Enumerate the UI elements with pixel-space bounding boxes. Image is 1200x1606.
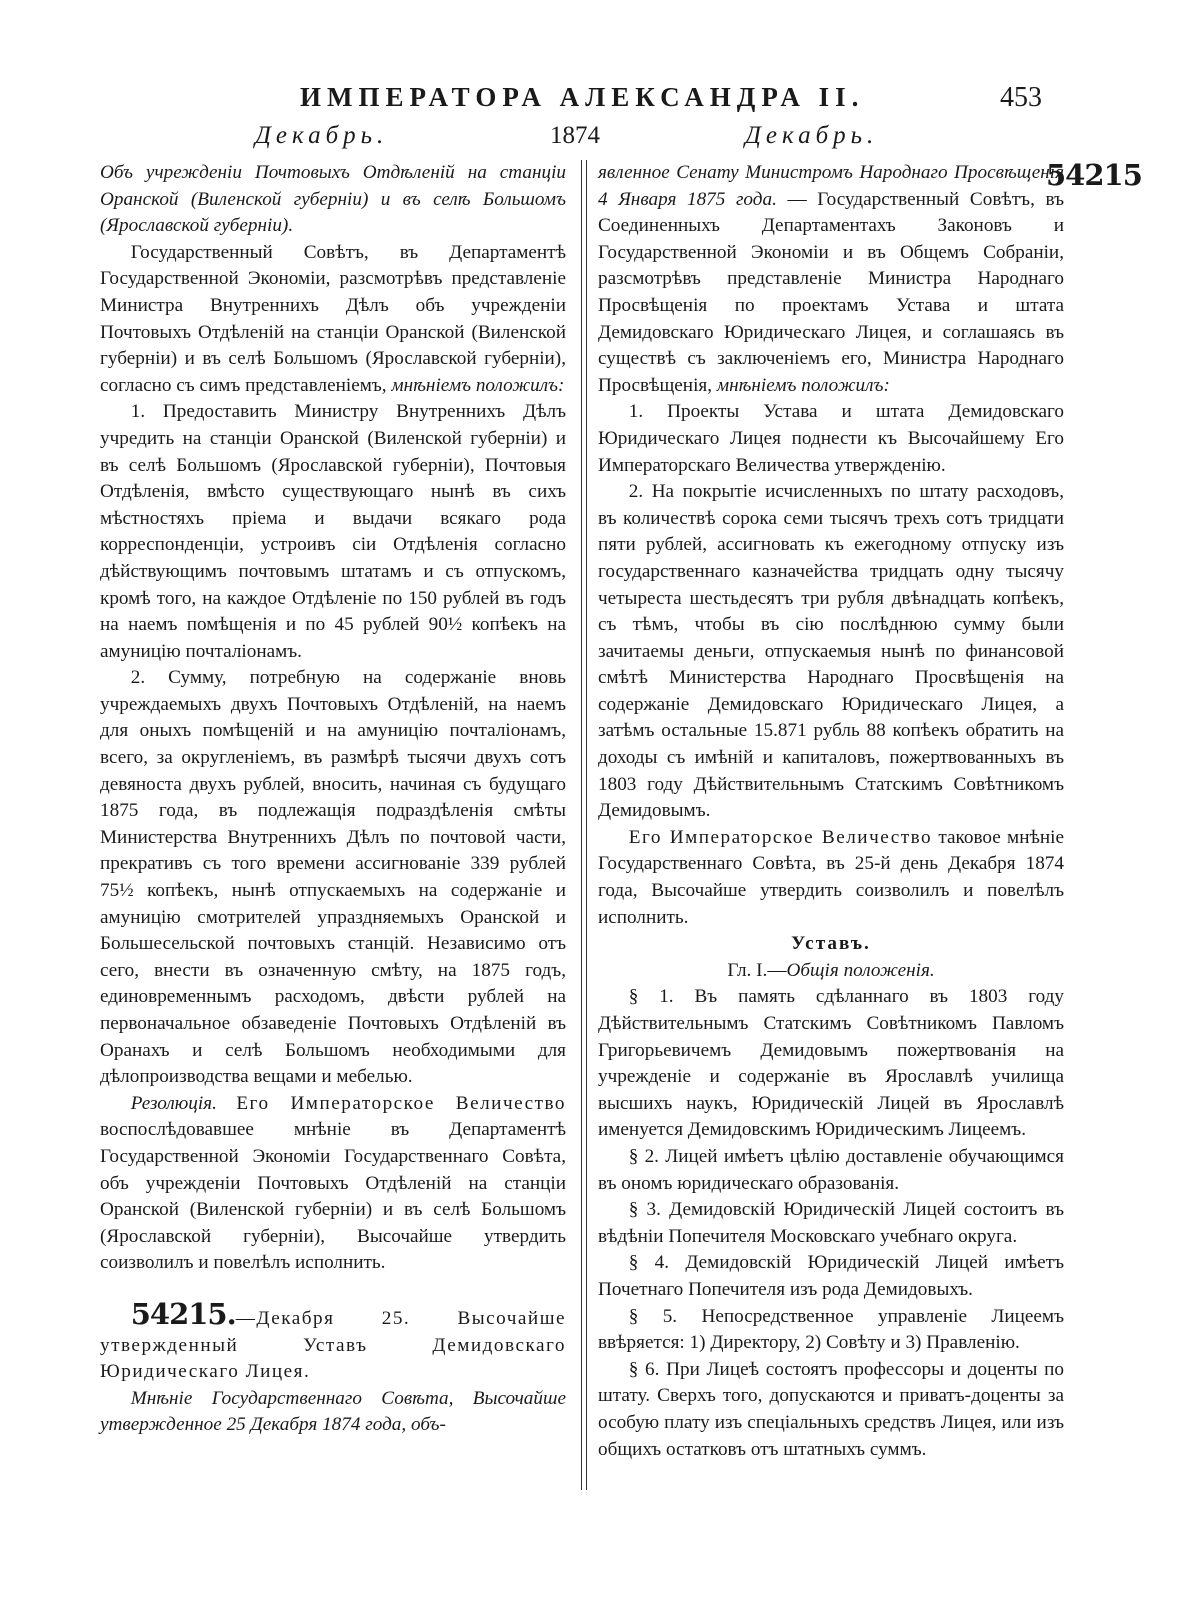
running-title: ИМПЕРАТОРА АЛЕКСАНДРА II. — [300, 82, 865, 112]
month-right: Декабрь. — [745, 122, 879, 149]
section-3: § 3. Демидовскій Юридическій Лицей состоитъ въ вѣдѣніи Попечителя Московскаго учебнаго округа. — [598, 1199, 1064, 1247]
decree-title: Объ учрежденіи Почтовыхъ Отдѣленій на станціи Оранской (Виленской губерніи) и въ селѣ Большомъ (Ярославской губерніи). — [100, 162, 566, 237]
paragraph: 2. Сумму, потребную на содержаніе вновь учреждаемыхъ двухъ Почтовыхъ Отдѣленій, на наемъ для оныхъ помѣщеній и на амуницію почталіонамъ, всего, за округленіемъ, въ размѣрѣ тысячи двухъ сотъ девяноста двухъ рублей, вносить, начиная съ будущаго 1875 года, въ подлежащія подраздѣленія смѣты Министерства Внутреннихъ Дѣлъ по почтовой части, прекративъ съ того времени ассигнованіе 339 рублей 75½ копѣекъ, нынѣ отпускаемыхъ на содержаніе и амуницію смотрителей упраздняемыхъ Оранской и Большесельской почтовыхъ станцій. Независимо отъ сего, внести въ означенную смѣту, на 1875 годъ, единовременнымъ расходомъ, двѣсти рублей на первоначальное обзаведеніе Почтовыхъ Отдѣленій въ Оранахъ и селѣ Большомъ необходимыми для дѣлопроизводства вещами и мебелью. — [100, 667, 566, 1088]
paragraph: 2. На покрытіе исчисленныхъ по штату расходовъ, въ количествѣ сорока семи тысячъ трехъ сотъ тридцати пяти рублей, ассигновать къ ежегодному отпуску изъ государственнаго казначейства тридцать одну тысячу четыреста шестьдесятъ три рубля двѣнадцать копѣекъ, съ тѣмъ, чтобы въ сію послѣднюю сумму были зачитаемы деньги, отпускаемыя нынѣ по финансовой смѣтѣ Министерства Народнаго Просвѣщенія на содержаніе Демидовскаго Юридическаго Лицея, а затѣмъ остальные 15.871 рубль 88 копѣекъ обратить на доходы съ имѣній и капиталовъ, пожертвованныхъ въ 1803 году Дѣйствительнымъ Статскимъ Совѣтникомъ Демидовымъ. — [598, 481, 1064, 822]
year: 1874 — [550, 122, 600, 149]
margin-entry-number: 54215 — [1046, 158, 1142, 192]
paragraph: 1. Проекты Устава и штата Демидовскаго Юридическаго Лицея поднести къ Высочайшему Его Императорскаго Величества утвержденію. — [598, 401, 1064, 476]
paragraph: Государственный Совѣтъ, въ Департаментѣ Государственной Экономіи, разсмотрѣвъ представленіе Министра Внутреннихъ Дѣлъ объ учрежденіи Почтовыхъ Отдѣленій на станціи Оранской (Виленской губерніи) и въ селѣ Большомъ (Ярославской губерніи), согласно съ симъ представленіемъ, мнѣніемъ положилъ: — [100, 241, 566, 396]
page-header — [0, 82, 1200, 122]
section-6: § 6. При Лицеѣ состоятъ профессоры и доценты по штату. Сверхъ того, допускаются и приватъ-доценты за особую плату изъ спеціальныхъ средствъ Лицея, или изъ общихъ остатковъ отъ штатныхъ суммъ. — [598, 1358, 1064, 1460]
section-4: § 4. Демидовскій Юридическій Лицей имѣетъ Почетнаго Попечителя изъ рода Демидовыхъ. — [598, 1252, 1064, 1300]
page-number: 453 — [1000, 82, 1042, 113]
date-line — [0, 122, 1200, 162]
paragraph: 1. Предоставить Министру Внутреннихъ Дѣлъ учредить на станціи Оранской (Виленской губерніи) и въ селѣ Большомъ (Ярославской губерніи), Почтовыя Отдѣленія, вмѣсто существующаго нынѣ въ сихъ мѣстностяхъ пріема и выдачи всякаго рода корреспонденціи, устроивъ сіи Отдѣленія согласно дѣйствующимъ почтовымъ штатамъ и съ отпускомъ, кромѣ того, на каждое Отдѣленіе по 150 рублей въ годъ на наемъ помѣщенія и по 45 рублей 90½ копѣекъ на амуницію почталіонамъ. — [100, 401, 566, 662]
statute-heading: Уставъ. — [791, 933, 871, 955]
resolution-paragraph: Резолюція. Его Императорское Величество воспослѣдовавшее мнѣніе въ Департаментѣ Государственной Экономіи Государственнаго Совѣта, объ учрежденіи Почтовыхъ Отдѣленій на станціи Оранской (Виленской губерніи) и въ селѣ Большомъ (Ярославской губерніи), Высочайше утвердить соизволилъ и повелѣлъ исполнить. — [100, 1092, 567, 1274]
entry-number: 54215. — [130, 1296, 236, 1331]
entry-heading: 54215.—Декабря 25. Высочайше утвержденный Уставъ Демидовскаго Юридическаго Лицея. — [100, 1296, 566, 1383]
chapter-heading: Гл. I.—Общія положенія. — [727, 959, 935, 981]
paragraph: явленное Сенату Министромъ Народнаго Просвѣщенія 4 Января 1875 года. — Государственный Совѣтъ, въ Соединенныхъ Департаментахъ Законовъ и Государственной Экономіи и въ Общемъ Собраніи, разсмотрѣвъ представленіе Министра Народнаго Просвѣщенія по проектамъ Устава и штата Демидовскаго Юридическаго Лицея, и соглашаясь въ существѣ съ заключеніемъ его, Министра Народнаго Просвѣщенія, мнѣніемъ положилъ: — [598, 162, 1065, 396]
paragraph: Мнѣніе Государственнаго Совѣта, Высочайше утвержденное 25 Декабря 1874 года, объ- — [100, 1387, 566, 1436]
month-left: Декабрь. — [255, 122, 389, 149]
section-1: § 1. Въ память сдѣланнаго въ 1803 году Дѣйствительнымъ Статскимъ Совѣтникомъ Павломъ Григорьевичемъ Демидовымъ пожертвованія на учрежденіе и содержаніе въ Ярославлѣ училища высшихъ наукъ, Юридическій Лицей въ Ярославлѣ именуется Демидовскимъ Юридическимъ Лицеемъ. — [598, 986, 1064, 1141]
left-column — [100, 160, 566, 1439]
paragraph: Его Императорское Величество таковое мнѣніе Государственнаго Совѣта, въ 25-й день Декабря 1874 года, Высочайше утвердить соизволилъ и повелѣлъ исполнить. — [598, 826, 1064, 928]
right-column — [598, 160, 1064, 1463]
section-5: § 5. Непосредственное управленіе Лицеемъ ввѣряется: 1) Директору, 2) Совѣту и 3) Правленію. — [598, 1305, 1064, 1354]
section-2: § 2. Лицей имѣетъ цѣлію доставленіе обучающимся въ ономъ юридическаго образованія. — [598, 1145, 1064, 1194]
column-divider — [581, 160, 587, 1490]
